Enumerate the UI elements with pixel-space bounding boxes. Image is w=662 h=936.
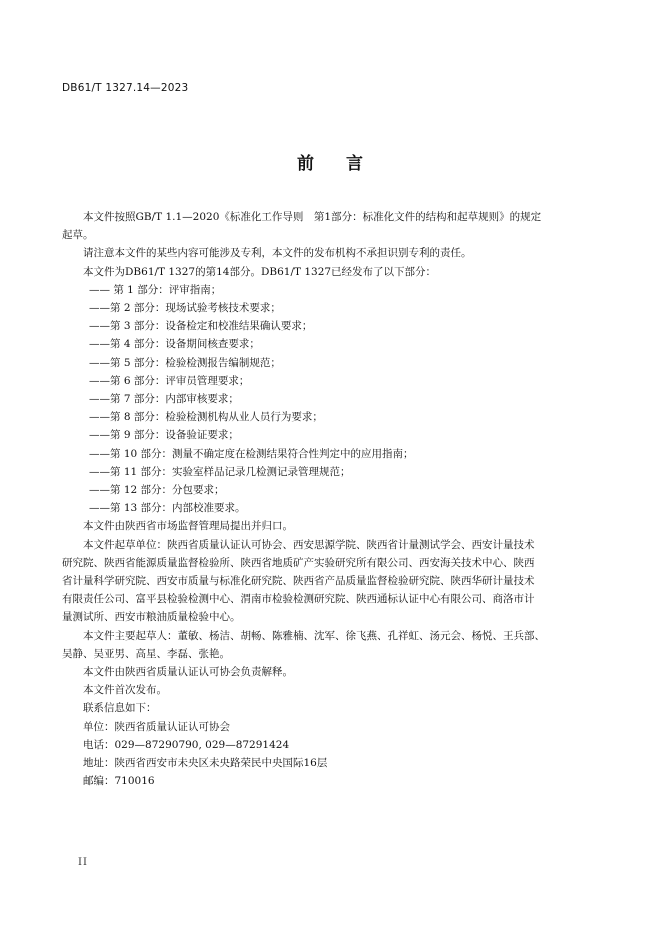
list-item: ——第 3 部分：设备检定和校准结果确认要求；: [89, 320, 313, 333]
list-item: ——第 4 部分：设备期间核查要求；: [89, 338, 260, 351]
drafting-units: 本文件起草单位：陕西省质量认证认可协会、西安思源学院、陕西省计量测试学会、西安计量技术 研究院、陕西省能源质量监督检验所、陕西省地质矿产实验研究所有限公司、西安海关技术中心、陕西 省计量科学研究院、西安市质量与标准化研究院、陕西省产品质量监督检验研究院、陕西华研计量技术 有限责任公司、富平县检验检测中心、渭南市检验检测研究院、陕西通标认证中心有限公司、商洛市计 量测试所、西安市粮油质量检验中心。: [62, 538, 535, 624]
list-item: ——第 12 部分：分包要求；: [89, 484, 225, 497]
first-release-statement: 本文件首次发布。: [83, 684, 167, 697]
document-code: DB61/T 1327.14—2023: [62, 82, 189, 94]
title-char-1: 前: [297, 154, 316, 174]
page-number: II: [78, 857, 88, 868]
interpretation-statement: 本文件由陕西省质量认证认可协会负责解释。: [83, 666, 293, 679]
list-item: ——第 13 部分：内部校准要求。: [89, 502, 246, 515]
list-item: ——第 5 部分：检验检测报告编制规范；: [89, 356, 281, 369]
main-drafters: 本文件主要起草人：董敏、杨洁、胡畅、陈雅楠、沈军、徐飞燕、孔祥虹、汤元会、杨悦、王兵部、 吴静、吴亚男、高星、李磊、张艳。: [62, 629, 545, 660]
intro-paragraph: 本文件按照GB/T 1.1—2020《标准化工作导则 第1部分：标准化文件的结构和起草规则》的规定 起草。: [62, 211, 542, 242]
list-item: ——第 11 部分：实验室样品记录几检测记录管理规范；: [89, 465, 351, 478]
page-title: [0, 149, 662, 174]
list-item: ——第 9 部分：设备验证要求；: [89, 429, 239, 442]
list-item: ——第 2 部分：现场试验考核技术要求；: [89, 302, 281, 315]
contact-intro: 联系信息如下：: [83, 702, 157, 715]
series-statement: 本文件为DB61/T 1327的第14部分。DB61/T 1327已经发布了以下部分：: [83, 265, 437, 278]
contact-address: 地址：陕西省西安市未央区未央路荣民中央国际16层: [83, 757, 328, 770]
contact-phone: 电话：029—87290790, 029—87291424: [83, 738, 290, 751]
title-char-2: 言: [346, 154, 365, 174]
patent-notice: 请注意本文件的某些内容可能涉及专利，本文件的发布机构不承担识别专利的责任。: [83, 247, 472, 260]
contact-unit: 单位：陕西省质量认证认可协会: [83, 720, 230, 733]
list-item: ——第 6 部分：评审员管理要求；: [89, 374, 250, 387]
list-item: ——第 7 部分：内部审核要求；: [89, 393, 239, 406]
list-item: —— 第 1 部分：评审指南；: [89, 283, 222, 296]
list-item: ——第 8 部分：检验检测机构从业人员行为要求；: [89, 411, 323, 424]
contact-postcode: 邮编：710016: [83, 775, 155, 788]
parts-list: [62, 281, 602, 518]
foreword-body: [62, 208, 602, 791]
proposed-by: 本文件由陕西省市场监督管理局提出并归口。: [83, 520, 293, 533]
list-item: ——第 10 部分：测量不确定度在检测结果符合性判定中的应用指南；: [89, 447, 414, 460]
